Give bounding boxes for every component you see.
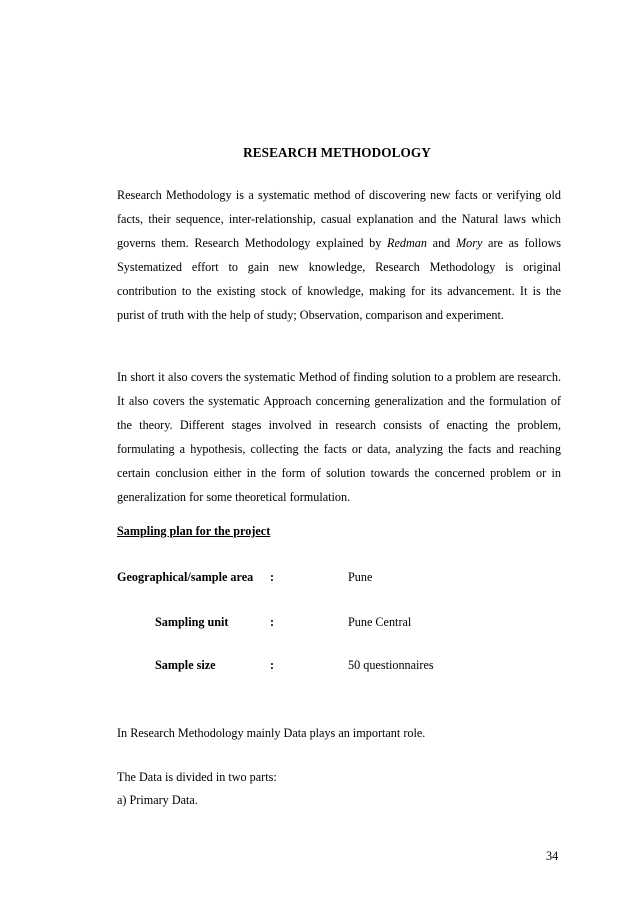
sampling-label-area: Geographical/sample area [117, 570, 254, 584]
data-divided-line: The Data is divided in two parts: [117, 770, 277, 784]
sampling-plan-heading: Sampling plan for the project [117, 524, 271, 538]
sampling-separator: : [270, 658, 275, 672]
sampling-separator: : [270, 570, 275, 584]
methodology-paragraph [117, 184, 561, 327]
sampling-value-unit: Pune Central [348, 615, 412, 629]
paragraph-text: and [426, 235, 456, 250]
paragraph-text: are as follows Systematized effort to gain new knowledge, Research Methodology is original contribution to the existing stock of knowledge, making for its advancement. It is the purist of truth with the help of study; Observation, comparison and experiment. [117, 235, 562, 322]
primary-data-item: a) Primary Data. [117, 793, 198, 807]
author-redman: Redman [387, 235, 427, 250]
sampling-label-size: Sample size [155, 658, 216, 672]
author-mory: Mory [455, 235, 483, 250]
data-intro-line: In Research Methodology mainly Data plays an important role. [117, 726, 426, 740]
sampling-separator: : [270, 615, 275, 629]
page-number: 34 [546, 849, 559, 863]
sampling-value-area: Pune [348, 570, 373, 584]
page-title: RESEARCH METHODOLOGY [243, 145, 431, 160]
research-paragraph: In short it also covers the systematic Method of finding solution to a problem are research. It also covers the systematic Approach concerning generalization and the formulation of the theory. Different stages involved in research consists of enacting the problem, formulating a hypothesis, collecting the facts or data, analyzing the facts and reaching certain conclusion either in the form of solution towards the concerned problem or in generalization for some theoretical formulation. [117, 370, 561, 504]
sampling-label-unit: Sampling unit [155, 615, 229, 629]
sampling-value-size: 50 questionnaires [348, 658, 434, 672]
paragraph-text: Research Methodology is a systematic method of discovering new facts or verifying old facts, their sequence, inter-relationship, casual explanation and the Natural laws which governs them. Research Methodology explained by [117, 188, 561, 250]
